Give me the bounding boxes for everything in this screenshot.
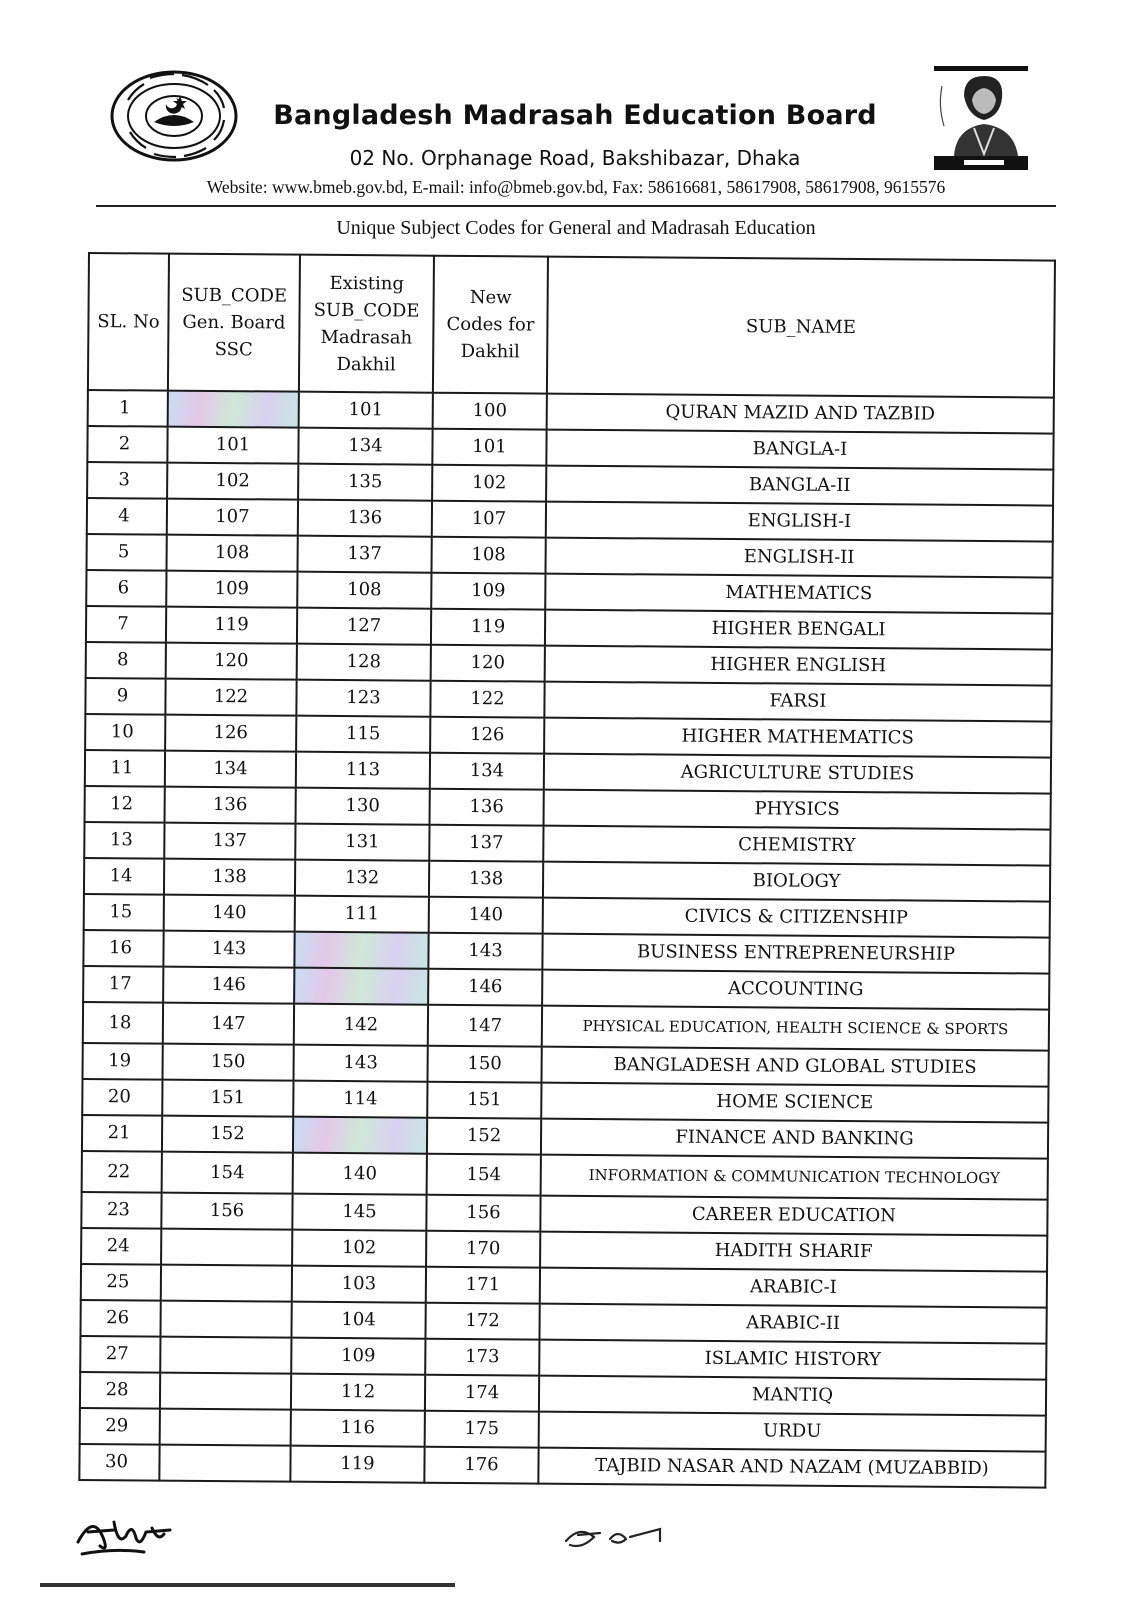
board-seal-icon	[110, 70, 238, 162]
sl-no-cell: 7	[86, 606, 166, 643]
gen-board-code-cell: 101	[167, 427, 298, 464]
header-existing-line: Existing	[329, 272, 405, 294]
new-code-cell: 138	[429, 861, 543, 898]
new-code-cell: 175	[425, 1411, 539, 1448]
existing-code-cell: 127	[297, 608, 431, 645]
gen-board-code-cell	[160, 1373, 291, 1410]
gen-board-code-cell	[161, 1265, 292, 1302]
subject-name-cell: QURAN MAZID AND TAZBID	[547, 394, 1054, 434]
existing-code-cell: 113	[296, 752, 430, 789]
subject-name-cell: ISLAMIC HISTORY	[539, 1340, 1046, 1380]
sl-no-cell: 12	[85, 786, 165, 823]
new-code-cell: 147	[428, 1005, 542, 1047]
existing-code-cell: 114	[293, 1081, 427, 1118]
new-code-cell: 151	[427, 1082, 541, 1119]
sl-no-cell: 3	[87, 462, 167, 499]
subject-name-cell: HOME SCIENCE	[541, 1083, 1048, 1123]
new-code-cell: 136	[430, 789, 544, 826]
gen-board-code-cell: 152	[162, 1116, 293, 1153]
new-code-cell: 107	[432, 501, 546, 538]
existing-code-cell: 134	[298, 428, 432, 465]
subject-name-cell: ACCOUNTING	[542, 970, 1049, 1010]
subject-name-cell: BANGLADESH AND GLOBAL STUDIES	[541, 1047, 1048, 1087]
board-address: 02 No. Orphanage Road, Bakshibazar, Dhaka	[349, 146, 801, 170]
subject-name-cell: BIOLOGY	[543, 862, 1050, 902]
existing-code-cell: 131	[295, 824, 429, 861]
sl-no-cell: 20	[82, 1079, 162, 1116]
existing-code-cell: 102	[292, 1230, 426, 1267]
header-existing-madrasah-code	[299, 255, 434, 393]
gen-board-code-cell: 140	[164, 895, 295, 932]
existing-code-cell: 136	[298, 500, 432, 537]
new-code-cell: 171	[426, 1267, 540, 1304]
subject-name-cell: INFORMATION & COMMUNICATION TECHNOLOGY	[541, 1155, 1048, 1200]
new-code-cell: 100	[433, 393, 547, 430]
sl-no-cell: 16	[83, 930, 163, 967]
subject-name-cell: PHYSICAL EDUCATION, HEALTH SCIENCE & SPORTS	[542, 1006, 1049, 1051]
gen-board-code-cell: 147	[163, 1003, 294, 1045]
new-code-cell: 156	[426, 1195, 540, 1232]
header-existing-line: Madrasah	[320, 326, 413, 349]
existing-code-cell: 111	[295, 896, 429, 933]
gen-board-code-cell	[168, 391, 299, 428]
sl-no-cell: 30	[79, 1444, 159, 1481]
sl-no-cell: 8	[86, 642, 166, 679]
gen-board-code-cell: 154	[162, 1152, 293, 1194]
sl-no-cell: 13	[84, 822, 164, 859]
new-code-cell: 134	[430, 753, 544, 790]
new-code-cell: 174	[425, 1375, 539, 1412]
new-code-cell: 137	[429, 825, 543, 862]
sl-no-cell: 6	[86, 570, 166, 607]
gen-board-code-cell: 119	[166, 607, 297, 644]
new-code-cell: 150	[427, 1046, 541, 1083]
subject-name-cell: BANGLA-I	[546, 430, 1053, 470]
gen-board-code-cell: 122	[165, 679, 296, 716]
poet-portrait-icon	[934, 66, 1028, 170]
header-gen-line: Gen. Board	[182, 311, 286, 334]
new-code-cell: 154	[427, 1154, 541, 1196]
new-code-cell: 143	[428, 933, 542, 970]
sl-no-cell: 26	[80, 1300, 160, 1337]
sl-no-cell: 1	[88, 390, 168, 427]
gen-board-code-cell: 138	[164, 859, 295, 896]
table-row	[79, 1444, 1045, 1488]
new-code-cell: 122	[430, 681, 544, 718]
gen-board-code-cell: 136	[165, 787, 296, 824]
gen-board-code-cell: 102	[167, 463, 298, 500]
header-gen-line: SSC	[214, 338, 253, 361]
header-new-dakhil-code	[433, 256, 548, 394]
new-code-cell: 172	[425, 1303, 539, 1340]
subject-name-cell: HIGHER BENGALI	[545, 610, 1052, 650]
sl-no-cell: 28	[80, 1372, 160, 1409]
new-code-cell: 120	[431, 645, 545, 682]
handwritten-signature-icon	[74, 1502, 194, 1562]
subject-name-cell: HADITH SHARIF	[540, 1232, 1047, 1272]
existing-code-cell	[294, 968, 428, 1005]
existing-code-cell	[294, 932, 428, 969]
subject-name-cell: HIGHER MATHEMATICS	[544, 718, 1051, 758]
existing-code-cell: 108	[297, 572, 431, 609]
gen-board-code-cell: 134	[165, 751, 296, 788]
existing-code-cell: 145	[292, 1194, 426, 1231]
new-code-cell: 170	[426, 1231, 540, 1268]
gen-board-code-cell: 150	[163, 1044, 294, 1081]
header-divider	[96, 205, 1056, 207]
sl-no-cell: 17	[83, 966, 163, 1003]
new-code-cell: 101	[432, 429, 546, 466]
sl-no-cell: 27	[80, 1336, 160, 1373]
existing-code-cell: 104	[291, 1302, 425, 1339]
existing-code-cell: 112	[291, 1374, 425, 1411]
sl-no-cell: 11	[85, 750, 165, 787]
gen-board-code-cell: 108	[166, 535, 297, 572]
new-code-cell: 146	[428, 969, 542, 1006]
header-existing-line: SUB_CODE	[313, 299, 420, 322]
existing-code-cell: 109	[291, 1338, 425, 1375]
subject-name-cell: HIGHER ENGLISH	[545, 646, 1052, 686]
gen-board-code-cell: 107	[167, 499, 298, 536]
existing-code-cell: 103	[292, 1266, 426, 1303]
new-code-cell: 109	[431, 573, 545, 610]
sl-no-cell: 22	[82, 1151, 162, 1193]
contact-line: Website: www.bmeb.gov.bd, E-mail: info@bmeb.gov.bd, Fax: 58616681, 58617908, 58617908, 9615576	[206, 177, 946, 197]
gen-board-code-cell	[161, 1229, 292, 1266]
gen-board-code-cell: 143	[163, 931, 294, 968]
subject-name-cell: MANTIQ	[539, 1376, 1046, 1416]
sl-no-cell: 24	[81, 1228, 161, 1265]
existing-code-cell: 143	[293, 1045, 427, 1082]
table-header-row	[88, 253, 1055, 398]
header-gen-board-code	[168, 254, 300, 392]
sl-no-cell: 21	[82, 1115, 162, 1152]
new-code-cell: 176	[424, 1447, 538, 1484]
sl-no-cell: 10	[85, 714, 165, 751]
existing-code-cell: 128	[297, 644, 431, 681]
board-title: Bangladesh Madrasah Education Board	[273, 100, 877, 131]
sl-no-cell: 19	[83, 1043, 163, 1080]
existing-code-cell: 137	[297, 536, 431, 573]
gen-board-code-cell: 156	[161, 1193, 292, 1230]
sl-no-cell: 9	[85, 678, 165, 715]
subject-name-cell: TAJBID NASAR AND NAZAM (MUZABBID)	[538, 1448, 1045, 1488]
subject-name-cell: FINANCE AND BANKING	[541, 1119, 1048, 1159]
gen-board-code-cell	[160, 1337, 291, 1374]
sl-no-cell: 4	[87, 498, 167, 535]
new-code-cell: 173	[425, 1339, 539, 1376]
gen-board-code-cell: 137	[164, 823, 295, 860]
subject-name-cell: ENGLISH-I	[546, 502, 1053, 542]
sl-no-cell: 25	[81, 1264, 161, 1301]
existing-code-cell: 116	[291, 1410, 425, 1447]
new-code-cell: 119	[431, 609, 545, 646]
gen-board-code-cell	[159, 1445, 290, 1482]
sl-no-cell: 2	[87, 426, 167, 463]
existing-code-cell: 140	[293, 1153, 427, 1195]
gen-board-code-cell: 151	[162, 1080, 293, 1117]
sl-no-cell: 14	[84, 858, 164, 895]
document-subtitle: Unique Subject Codes for General and Madrasah Education	[336, 217, 816, 239]
subject-name-cell: CIVICS & CITIZENSHIP	[543, 898, 1050, 938]
gen-board-code-cell: 120	[166, 643, 297, 680]
existing-code-cell: 115	[296, 716, 430, 753]
new-code-cell: 126	[430, 717, 544, 754]
existing-code-cell: 135	[298, 464, 432, 501]
new-code-cell: 108	[431, 537, 545, 574]
subject-name-cell: PHYSICS	[544, 790, 1051, 830]
gen-board-code-cell	[160, 1301, 291, 1338]
subject-codes-table	[78, 252, 1056, 1489]
existing-code-cell: 132	[295, 860, 429, 897]
handwritten-initials-icon	[560, 1515, 700, 1555]
subject-name-cell: ENGLISH-II	[545, 538, 1052, 578]
header-new-line: Codes for	[446, 313, 535, 336]
existing-code-cell: 142	[294, 1004, 428, 1046]
header-subject-name: SUB_NAME	[547, 257, 1055, 398]
gen-board-code-cell: 146	[163, 967, 294, 1004]
new-code-cell: 152	[427, 1118, 541, 1155]
subject-name-cell: CHEMISTRY	[543, 826, 1050, 866]
existing-code-cell	[293, 1117, 427, 1154]
gen-board-code-cell	[160, 1409, 291, 1446]
header-new-line: Dakhil	[460, 340, 520, 363]
sl-no-cell: 18	[83, 1002, 163, 1044]
subject-name-cell: ARABIC-I	[540, 1268, 1047, 1308]
header-sl-no: SL. No	[88, 253, 169, 391]
existing-code-cell: 123	[296, 680, 430, 717]
new-code-cell: 102	[432, 465, 546, 502]
existing-code-cell: 101	[299, 392, 433, 429]
subject-codes-table-wrapper	[78, 252, 1054, 1489]
subject-name-cell: CAREER EDUCATION	[540, 1196, 1047, 1236]
header-gen-line: SUB_CODE	[181, 284, 288, 307]
existing-code-cell: 130	[296, 788, 430, 825]
gen-board-code-cell: 109	[166, 571, 297, 608]
header-new-line: New	[469, 286, 512, 309]
subject-name-cell: BUSINESS ENTREPRENEURSHIP	[542, 934, 1049, 974]
sl-no-cell: 5	[87, 534, 167, 571]
footer-rule	[40, 1583, 455, 1587]
subject-name-cell: MATHEMATICS	[545, 574, 1052, 614]
gen-board-code-cell: 126	[165, 715, 296, 752]
sl-no-cell: 29	[80, 1408, 160, 1445]
subject-name-cell: FARSI	[544, 682, 1051, 722]
subject-name-cell: ARABIC-II	[539, 1304, 1046, 1344]
subject-name-cell: AGRICULTURE STUDIES	[544, 754, 1051, 794]
sl-no-cell: 15	[84, 894, 164, 931]
sl-no-cell: 23	[81, 1192, 161, 1229]
subject-name-cell: URDU	[539, 1412, 1046, 1452]
new-code-cell: 140	[429, 897, 543, 934]
header-existing-line: Dakhil	[336, 353, 396, 375]
existing-code-cell: 119	[290, 1446, 424, 1483]
subject-name-cell: BANGLA-II	[546, 466, 1053, 506]
